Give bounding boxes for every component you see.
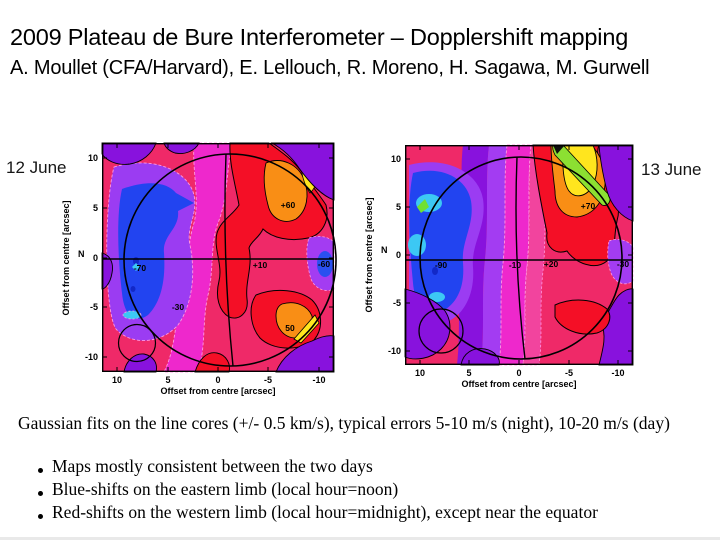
north-marker: N (78, 249, 85, 259)
x-axis-tick: 5 (466, 368, 472, 378)
y-axis-tick: 0 (395, 250, 401, 260)
contour-label: -60 (317, 259, 331, 269)
contour-label: -70 (133, 263, 147, 273)
north-marker: N (381, 245, 388, 255)
y-axis-tick: -10 (84, 352, 98, 362)
contour-label: -30 (616, 259, 630, 269)
figure-caption: Gaussian fits on the line cores (+/- 0.5 km/s), typical errors 5-10 m/s (night), 10-20 m/s (day) (18, 413, 670, 433)
bullet-text: Blue-shifts on the eastern limb (local hour=noon) (52, 479, 399, 499)
y-axis-tick: 5 (395, 202, 401, 212)
x-axis-label: Offset from centre [arcsec] (160, 386, 276, 396)
contour-map-svg (102, 143, 334, 372)
contour-label: +60 (280, 200, 296, 210)
contour-label: 50 (285, 323, 295, 333)
y-axis-tick: -10 (387, 346, 401, 356)
y-axis-tick: -5 (392, 298, 401, 308)
x-axis-tick: 10 (414, 368, 425, 378)
x-axis-label: Offset from centre [arcsec] (461, 379, 577, 389)
contour-label: -90 (434, 260, 448, 270)
y-axis-tick: 10 (87, 153, 98, 163)
y-axis-label: Offset from centre [arcsec] (61, 199, 71, 316)
x-axis-tick: -5 (564, 368, 573, 378)
bullet-dot-icon (38, 468, 43, 473)
bullet-text: Red-shifts on the western limb (local hour=midnight), except near the equator (52, 502, 598, 522)
x-axis-tick: 0 (215, 375, 221, 385)
bullet-dot-icon (38, 491, 43, 496)
bullet-dot-icon (38, 514, 43, 519)
contour-label: +20 (543, 259, 559, 269)
y-axis-tick: -5 (89, 302, 98, 312)
contour-map-svg (405, 145, 633, 365)
y-axis-tick: 0 (92, 253, 98, 263)
contour-field (102, 143, 334, 372)
date-label-13-june: 13 June (641, 160, 702, 179)
contour-label: +70 (580, 201, 596, 211)
x-axis-tick: 10 (111, 375, 122, 385)
page-title: 2009 Plateau de Bure Interferometer – Dopplershift mapping (10, 24, 629, 50)
doppler-map-13-june (364, 145, 633, 389)
bullet-item (38, 478, 598, 501)
contour-label: -10 (508, 260, 522, 270)
date-label-12-june: 12 June (6, 158, 67, 177)
bullet-list (38, 455, 598, 524)
x-axis-tick: 5 (165, 375, 171, 385)
contour-field (405, 145, 633, 365)
bullet-item (38, 455, 598, 478)
x-axis-tick: 0 (516, 368, 522, 378)
y-axis-tick: 5 (92, 203, 98, 213)
x-axis-tick: -5 (263, 375, 272, 385)
y-axis-tick: 10 (390, 154, 401, 164)
contour-label: -30 (171, 302, 185, 312)
x-axis-tick: -10 (312, 375, 326, 385)
bullet-text: Maps mostly consistent between the two days (52, 456, 373, 476)
authors-line: A. Moullet (CFA/Harvard), E. Lellouch, R. Moreno, H. Sagawa, M. Gurwell (10, 57, 650, 79)
y-axis-label: Offset from centre [arcsec] (364, 197, 374, 313)
doppler-map-12-june (61, 143, 334, 396)
x-axis-tick: -10 (611, 368, 625, 378)
contour-label: +10 (252, 260, 268, 270)
bullet-item (38, 501, 598, 524)
